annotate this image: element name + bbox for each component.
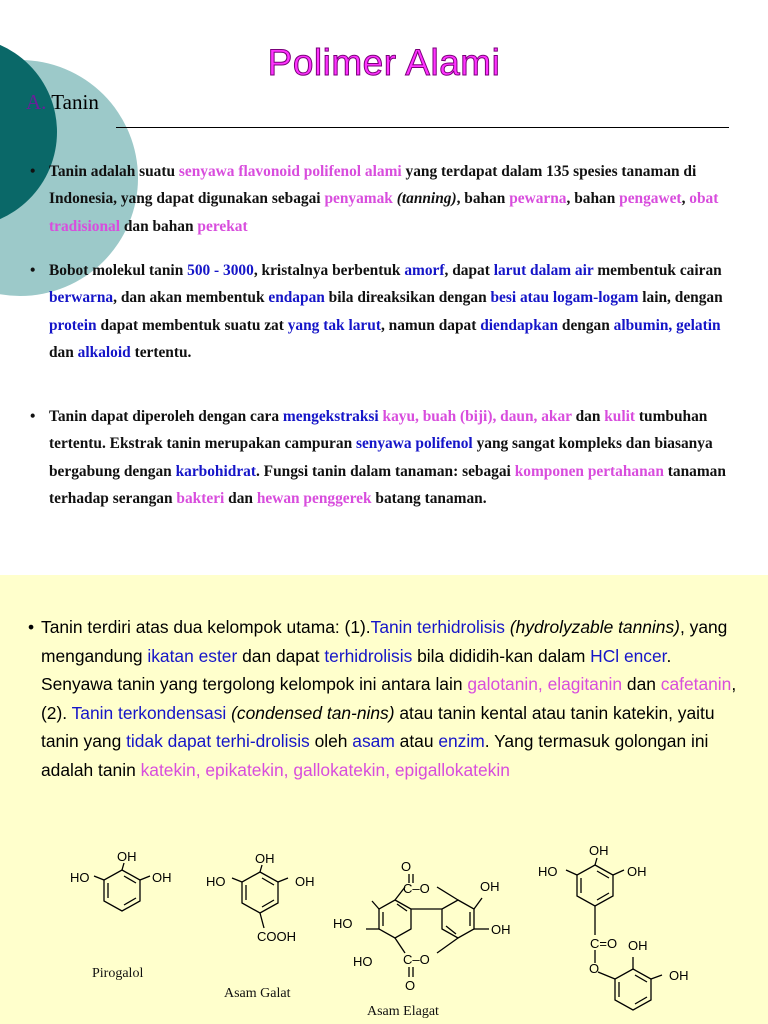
paragraph-text [49, 403, 740, 512]
text-run: , dan akan membentuk [113, 289, 269, 307]
highlight-pink: obat tradisional [49, 190, 719, 235]
highlight-pink: pewarna [509, 190, 567, 208]
highlight-blue: albumin, gelatin [613, 316, 721, 334]
highlight-pink: hewan penggerek [256, 489, 372, 507]
text-run: , (2). [41, 674, 737, 723]
text-run: yang terdapat dalam 135 spesies tanaman di Indonesia, yang dapat digunakan sebagai [49, 163, 697, 208]
highlight-blue: 500 - 3000 [187, 262, 254, 279]
text-run: . Fungsi tanin dalam tanaman: sebagai [255, 462, 515, 480]
bullet-paragraph-2 [30, 257, 740, 366]
highlight-blue: yang tak larut [287, 316, 381, 334]
highlight-blue: alkaloid [77, 343, 131, 361]
text-run: , kristalnya berbentuk [253, 262, 405, 279]
text-run: , dapat [444, 262, 494, 279]
bullet-paragraph-1 [30, 158, 740, 240]
section-heading-text: Tanin [51, 90, 99, 114]
digallic-c-eq-o: C=O [590, 936, 618, 951]
section-heading [26, 90, 99, 115]
paragraph-text [49, 158, 740, 240]
highlight-blue: senyawa polifenol [355, 435, 473, 453]
highlight-blue: endapan [268, 289, 325, 307]
text-run: , yang mengandung [41, 617, 728, 666]
text-run: , bahan [566, 190, 620, 208]
highlight-pink: cafetanin [660, 674, 732, 695]
text-run: Tanin dapat diperoleh dengan cara [49, 408, 283, 425]
highlight-blue: ikatan ester [147, 645, 238, 666]
galat-oh-right: OH [295, 874, 315, 889]
text-run: bila dididih-kan dalam [412, 645, 591, 666]
highlight-blue: enzim [438, 731, 485, 752]
text-run: dan [224, 489, 257, 507]
section-letter: A. [26, 90, 47, 114]
text-run: dengan [558, 316, 614, 334]
elagat-c-o-bottom: C–O [403, 952, 430, 967]
chemical-structures [0, 825, 768, 1024]
text-run: , [681, 190, 690, 208]
text-run: Tanin terdiri atas dua kelompok utama: (1). [41, 617, 371, 637]
text-run: tumbuhan tertentu. Ekstrak tanin merupakan campuran [49, 408, 708, 453]
digallic-oh-ring2-top: OH [628, 938, 648, 953]
elagat-o-top: O [401, 859, 412, 874]
bullet-marker: • [30, 262, 36, 279]
highlight-blue: berwarna [49, 289, 114, 307]
text-run: atau [394, 731, 439, 752]
highlight-blue: besi atau logam-logam [490, 289, 639, 307]
elagat-c-o-top: C–O [403, 881, 430, 896]
text-run: lain, dengan [638, 289, 723, 307]
text-run: tanaman terhadap serangan [49, 462, 726, 507]
text-run: Bobot molekul tanin [49, 262, 188, 279]
digallic-o-link: O [589, 961, 600, 976]
highlight-pink: bakteri [176, 489, 225, 507]
elagat-ho-1: HO [333, 916, 353, 931]
highlight-pink: komponen pertahanan [514, 462, 664, 480]
highlight-pink: penyamak [324, 190, 393, 208]
highlight-blue: Tanin terhidrolisis [370, 617, 505, 637]
asam-elagat-name: Asam Elagat [367, 1004, 439, 1019]
text-run: dan dapat [237, 645, 325, 666]
highlight-blue: tidak dapat terhi-drolisis [126, 731, 310, 752]
digallic-ho-left: HO [538, 864, 558, 879]
elagat-o-bottom: O [405, 978, 416, 993]
highlight-blue: larut dalam air [493, 262, 594, 279]
text-run: yang sangat kompleks dan biasanya bergabung dengan [49, 435, 713, 480]
bullet-paragraph-3 [30, 403, 740, 512]
highlight-pink: galotanin, elagitanin [467, 674, 623, 695]
text-run: atau tanin kental atau tanin katekin, yaitu tanin yang [41, 702, 715, 752]
galat-cooh: COOH [257, 929, 296, 944]
highlight-blue: karbohidrat [175, 462, 256, 480]
digallic-oh-ring2-right: OH [669, 968, 689, 983]
bullet-paragraph-4 [28, 613, 744, 785]
highlight-blue: diendapkan [480, 316, 559, 334]
highlight-pink: kayu, buah (biji), daun, akar [382, 408, 572, 425]
text-run: (hydrolyzable tannins) [509, 617, 680, 637]
text-run: Tanin adalah suatu [49, 163, 179, 180]
heading-divider [116, 127, 729, 128]
highlight-blue: amorf [404, 262, 445, 279]
text-run: bila direaksikan dengan [324, 289, 491, 307]
text-run: dan [571, 408, 605, 425]
digallic-oh-right: OH [627, 864, 647, 879]
highlight-blue: terhidrolisis [324, 645, 413, 666]
text-run: (tanning) [396, 190, 457, 208]
galat-oh-top: OH [255, 851, 275, 866]
galat-ho-left: HO [206, 874, 226, 889]
slide-lower [0, 575, 768, 1024]
paragraph-text [41, 613, 744, 785]
highlight-blue: asam [352, 731, 395, 752]
bullet-marker: • [30, 163, 36, 180]
text-run: . Yang termasuk golongan ini adalah tanin [41, 731, 709, 780]
elagat-oh-2: OH [491, 922, 511, 937]
highlight-pink: perekat [197, 217, 248, 235]
elagat-ho-2: HO [353, 954, 373, 969]
highlight-pink: senyawa flavonoid polifenol alami [178, 163, 402, 180]
text-run: . Senyawa tanin yang tergolong kelompok ini antara lain [41, 645, 672, 695]
highlight-pink: pengawet [619, 190, 682, 208]
pirogalol-oh-right: OH [152, 870, 172, 885]
text-run: (condensed tan-nins) [231, 702, 395, 723]
text-run: membentuk cairan [593, 262, 722, 279]
slide-title: Polimer Alami [267, 42, 501, 83]
highlight-blue: HCl encer [590, 645, 667, 666]
text-run: dan bahan [119, 217, 198, 235]
text-run: dan [622, 674, 661, 695]
bullet-marker: • [28, 617, 35, 637]
paragraph-text [49, 257, 740, 366]
bullet-marker: • [30, 408, 36, 425]
highlight-blue: Tanin terkondensasi [71, 702, 227, 723]
highlight-pink: katekin, epikatekin, gallokatekin, epigallokatekin [140, 759, 510, 780]
text-run: dan [49, 343, 78, 361]
text-run: oleh [309, 731, 353, 752]
text-run: tertentu. [130, 343, 192, 361]
highlight-blue: mengekstraksi [282, 408, 379, 425]
text-run: , namun dapat [380, 316, 481, 334]
highlight-blue: protein [49, 316, 97, 334]
text-run: dapat membentuk suatu zat [96, 316, 288, 334]
pirogalol-name: Pirogalol [92, 966, 144, 981]
text-run: batang tanaman. [371, 489, 487, 507]
elagat-oh-1: OH [480, 879, 500, 894]
digallic-oh-top: OH [589, 843, 609, 858]
pirogalol-ho-left: HO [70, 870, 90, 885]
asam-galat-name: Asam Galat [224, 986, 291, 1001]
text-run: , bahan [456, 190, 510, 208]
highlight-pink: kulit [604, 408, 636, 425]
pirogalol-oh-top: OH [117, 849, 137, 864]
